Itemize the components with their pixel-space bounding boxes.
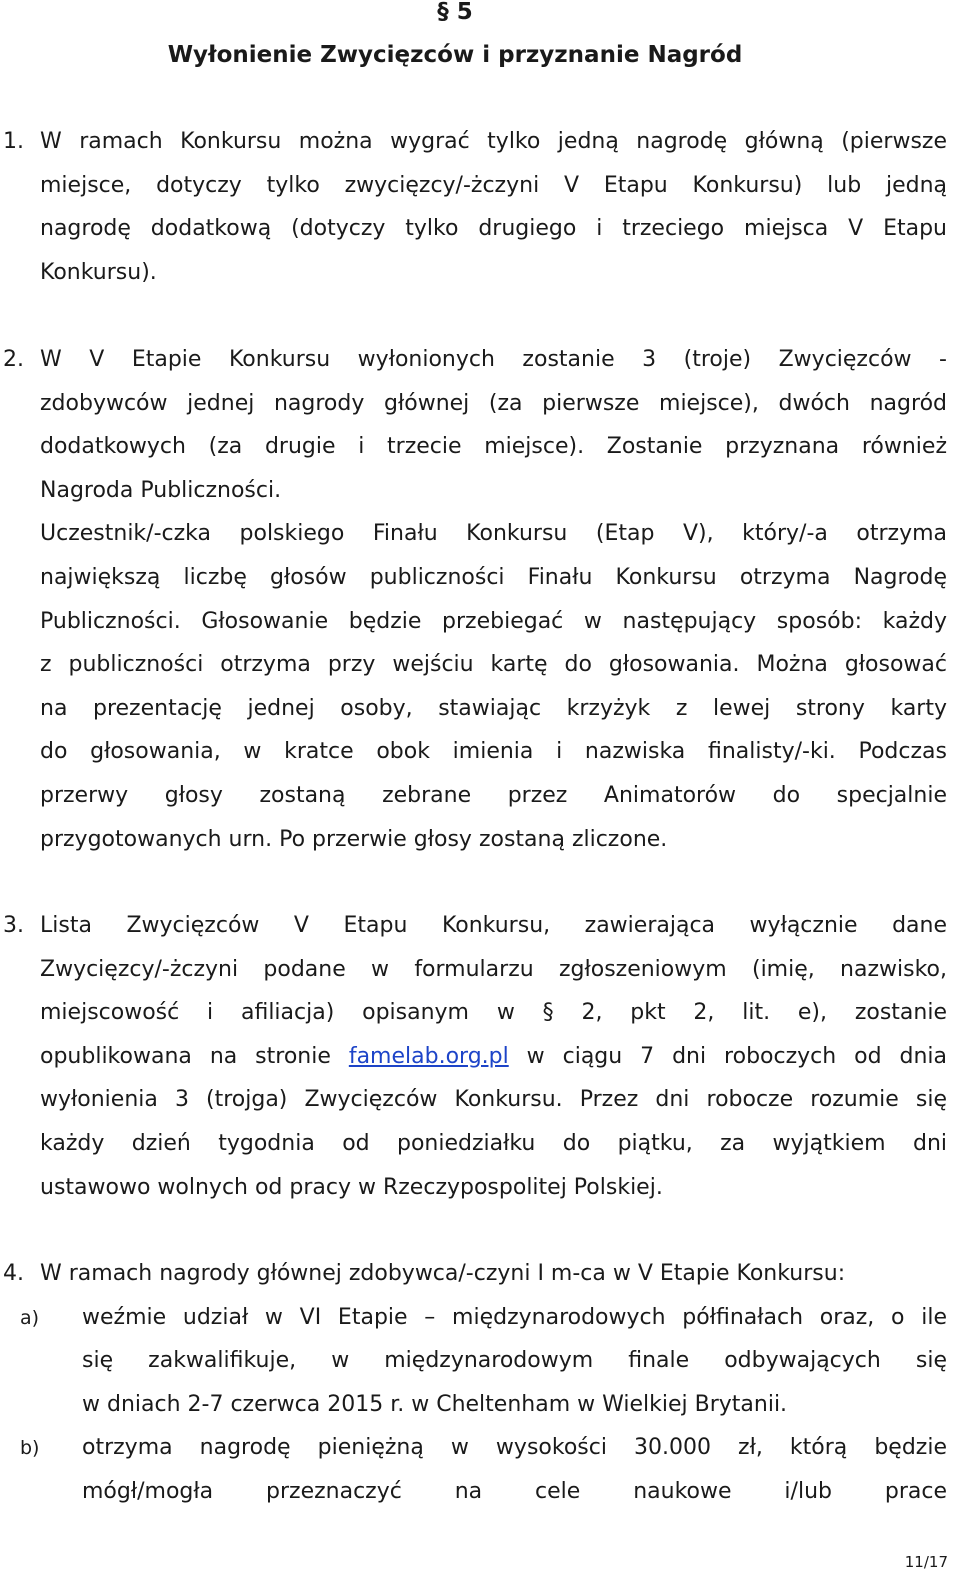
paragraph-number: 3.: [3, 913, 24, 938]
section-title: Wyłonienie Zwycięzców i przyznanie Nagród: [167, 42, 743, 68]
text-segment: w ciągu 7 dni roboczych od dnia: [508, 1044, 947, 1069]
famelab-link[interactable]: famelab.org.pl: [348, 1044, 509, 1069]
text-line: na prezentację jednej osoby, stawiając krzyżyk z lewej strony karty: [40, 696, 947, 721]
text-line: ustawowo wolnych od pracy w Rzeczypospolitej Polskiej.: [40, 1175, 663, 1200]
text-line: W ramach nagrody głównej zdobywca/-czyni I m-ca w V Etapie Konkursu:: [40, 1261, 846, 1286]
text-line: mógł/mogła przeznaczyć na cele naukowe i/lub prace: [82, 1479, 947, 1504]
text-line: Nagroda Publiczności.: [40, 478, 282, 503]
paragraph-number: 2.: [3, 347, 24, 372]
text-line: do głosowania, w kratce obok imienia i nazwiska finalisty/-ki. Podczas: [40, 739, 947, 764]
text-line: największą liczbę głosów publiczności Finału Konkursu otrzyma Nagrodę: [40, 565, 947, 590]
text-line: Uczestnik/-czka polskiego Finału Konkursu (Etap V), który/-a otrzyma: [40, 521, 947, 546]
text-line: Publiczności. Głosowanie będzie przebiegać w następujący sposób: każdy: [40, 609, 947, 634]
text-line: Lista Zwycięzców V Etapu Konkursu, zawierająca wyłącznie dane: [40, 913, 947, 938]
text-segment: opublikowana na stronie: [40, 1044, 349, 1069]
text-line: [40, 1042, 947, 1072]
text-line: Zwycięzcy/-żczyni podane w formularzu zgłoszeniowym (imię, nazwisko,: [40, 957, 947, 982]
text-line: W ramach Konkursu można wygrać tylko jedną nagrodę główną (pierwsze: [40, 129, 947, 154]
text-line: miejsce, dotyczy tylko zwycięzcy/-żczyni V Etapu Konkursu) lub jedną: [40, 173, 947, 198]
text-line: otrzyma nagrodę pieniężną w wysokości 30.000 zł, którą będzie: [82, 1435, 947, 1460]
text-line: W V Etapie Konkursu wyłonionych zostanie 3 (troje) Zwycięzców -: [40, 347, 947, 372]
text-line: nagrodę dodatkową (dotyczy tylko drugiego i trzeciego miejsca V Etapu: [40, 216, 947, 241]
text-line: się zakwalifikuje, w międzynarodowym finale odbywających się: [82, 1348, 947, 1373]
paragraph-number: 1.: [3, 129, 24, 154]
page-number: 11/17: [904, 1553, 948, 1571]
text-line: dodatkowych (za drugie i trzecie miejsce). Zostanie przyznana również: [40, 434, 947, 459]
sub-item-marker: a): [20, 1307, 40, 1329]
sub-item-marker: b): [20, 1437, 40, 1459]
text-line: weźmie udział w VI Etapie – międzynarodowych półfinałach oraz, o ile: [82, 1305, 947, 1330]
text-line: w dniach 2-7 czerwca 2015 r. w Cheltenham w Wielkiej Brytanii.: [82, 1392, 788, 1417]
text-line: zdobywców jednej nagrody głównej (za pierwsze miejsce), dwóch nagród: [40, 391, 947, 416]
text-line: każdy dzień tygodnia od poniedziałku do piątku, za wyjątkiem dni: [40, 1131, 947, 1156]
text-line: wyłonienia 3 (trojga) Zwycięzców Konkursu. Przez dni robocze rozumie się: [40, 1087, 947, 1112]
text-line: z publiczności otrzyma przy wejściu kartę do głosowania. Można głosować: [40, 652, 947, 677]
text-line: miejscowość i afiliacja) opisanym w § 2, pkt 2, lit. e), zostanie: [40, 1000, 947, 1025]
section-symbol: § 5: [437, 0, 473, 25]
text-line: przerwy głosy zostaną zebrane przez Animatorów do specjalnie: [40, 783, 947, 808]
text-line: przygotowanych urn. Po przerwie głosy zostaną zliczone.: [40, 827, 668, 852]
paragraph-number: 4.: [3, 1261, 24, 1286]
text-line: Konkursu).: [40, 260, 157, 285]
